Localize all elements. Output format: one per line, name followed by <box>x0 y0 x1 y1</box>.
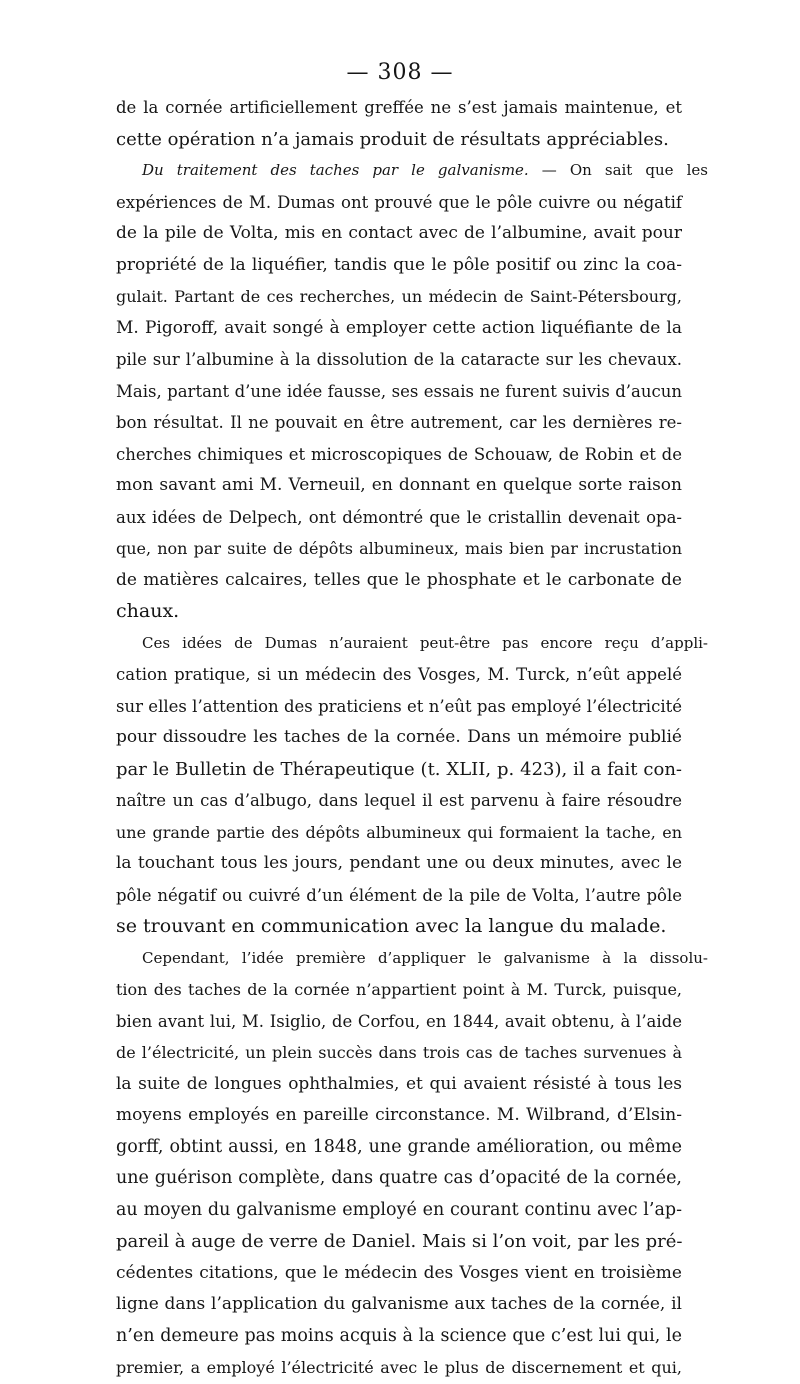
text-line: M. Pigoroff, avait songé à employer cette action liquéfiante de la <box>116 317 682 338</box>
text-line: la touchant tous les jours, pendant une ou deux minutes, avec le <box>116 853 682 873</box>
text-line: Mais, partant d’une idée fausse, ses essais ne furent suivis d’aucun <box>116 381 682 401</box>
text-line: de la cornée artificiellement greffée ne s’est jamais maintenue, et <box>116 98 682 117</box>
text-line: chaux. <box>116 600 180 622</box>
text-line: une guérison complète, dans quatre cas d’opacité de la cornée, <box>116 1168 682 1188</box>
text-line: cette opération n’a jamais produit de résultats appréciables. <box>116 128 669 150</box>
text-line: premier, a employé l’électricité avec le plus de discernement et qui, <box>116 1358 682 1377</box>
text-line: gulait. Partant de ces recherches, un médecin de Saint-Pétersbourg, <box>116 287 682 306</box>
paragraph <box>116 92 682 155</box>
text-line: moyens employés en pareille circonstance. M. Wilbrand, d’Elsin- <box>116 1105 682 1125</box>
text-line: bon résultat. Il ne pouvait en être autrement, car les dernières re- <box>116 413 682 432</box>
text-line: pôle négatif ou cuivré d’un élément de la pile de Volta, l’autre pôle <box>116 885 682 905</box>
text-line: de l’électricité, un plein succès dans trois cas de taches survenues à <box>116 1043 682 1062</box>
paragraph <box>116 155 708 628</box>
text-line: naître un cas d’albugo, dans lequel il est parvenu à faire résoudre <box>116 791 682 810</box>
text-line: mon savant ami M. Verneuil, en donnant en quelque sorte raison <box>116 475 682 495</box>
text-line-content: — On sait que les <box>528 161 708 179</box>
page-number: — 308 — <box>346 60 454 85</box>
text-line: Cependant, l’idée première d’appliquer le galvanisme à la dissolu- <box>142 948 708 967</box>
text-line: une grande partie des dépôts albumineux qui formaient la tache, en <box>116 822 682 842</box>
text-line: cherches chimiques et microscopiques de Schouaw, de Robin et de <box>116 444 682 464</box>
paragraph <box>116 943 708 1384</box>
text-line: pile sur l’albumine à la dissolution de la cataracte sur les chevaux. <box>116 350 682 369</box>
text-line: de matières calcaires, telles que le phosphate et le carbonate de <box>116 569 682 590</box>
text-line: expériences de M. Dumas ont prouvé que le pôle cuivre ou négatif <box>116 192 682 212</box>
text-line: de la pile de Volta, mis en contact avec de l’albumine, avait pour <box>116 223 682 243</box>
text-line: cédentes citations, que le médecin des Vosges vient en troisième <box>116 1262 682 1283</box>
text-line: sur elles l’attention des praticiens et n’eût pas employé l’électricité <box>116 696 682 716</box>
text-line: tion des taches de la cornée n’appartient point à M. Turck, puisque, <box>116 980 682 999</box>
section-heading: Du traitement des taches par le galvanisme. <box>142 161 529 179</box>
text-line: bien avant lui, M. Isiglio, de Corfou, en 1844, avait obtenu, à l’aide <box>116 1011 682 1031</box>
text-line: pareil à auge de verre de Daniel. Mais si l’on voit, par les pré- <box>116 1231 683 1252</box>
text-line: propriété de la liquéfier, tandis que le pôle positif ou zinc la coa- <box>116 254 682 275</box>
text-line: cation pratique, si un médecin des Vosges, M. Turck, n’eût appelé <box>116 665 682 684</box>
text-line: par le Bulletin de Thérapeutique (t. XLII, p. 423), il a fait con- <box>116 758 682 780</box>
text-line: aux idées de Delpech, ont démontré que le cristallin devenait opa- <box>116 507 682 527</box>
text-line: au moyen du galvanisme employé en courant continu avec l’ap- <box>116 1199 682 1220</box>
text-line: se trouvant en communication avec la langue du malade. <box>116 915 667 937</box>
text-line: gorff, obtint aussi, en 1848, une grande amélioration, ou même <box>116 1136 682 1157</box>
text-line: que, non par suite de dépôts albumineux, mais bien par incrustation <box>116 539 682 558</box>
text-line: ligne dans l’application du galvanisme aux taches de la cornée, il <box>116 1294 682 1314</box>
paragraph <box>116 628 708 943</box>
text-line: Ces idées de Dumas n’auraient peut-être pas encore reçu d’appli- <box>142 633 708 652</box>
text-line: n’en demeure pas moins acquis à la science que c’est lui qui, le <box>116 1325 682 1346</box>
text-line: la suite de longues ophthalmies, et qui avaient résisté à tous les <box>116 1073 682 1094</box>
text-line: pour dissoudre les taches de la cornée. Dans un mémoire publié <box>116 727 682 747</box>
body-text <box>116 92 708 1384</box>
text-line <box>116 155 708 187</box>
